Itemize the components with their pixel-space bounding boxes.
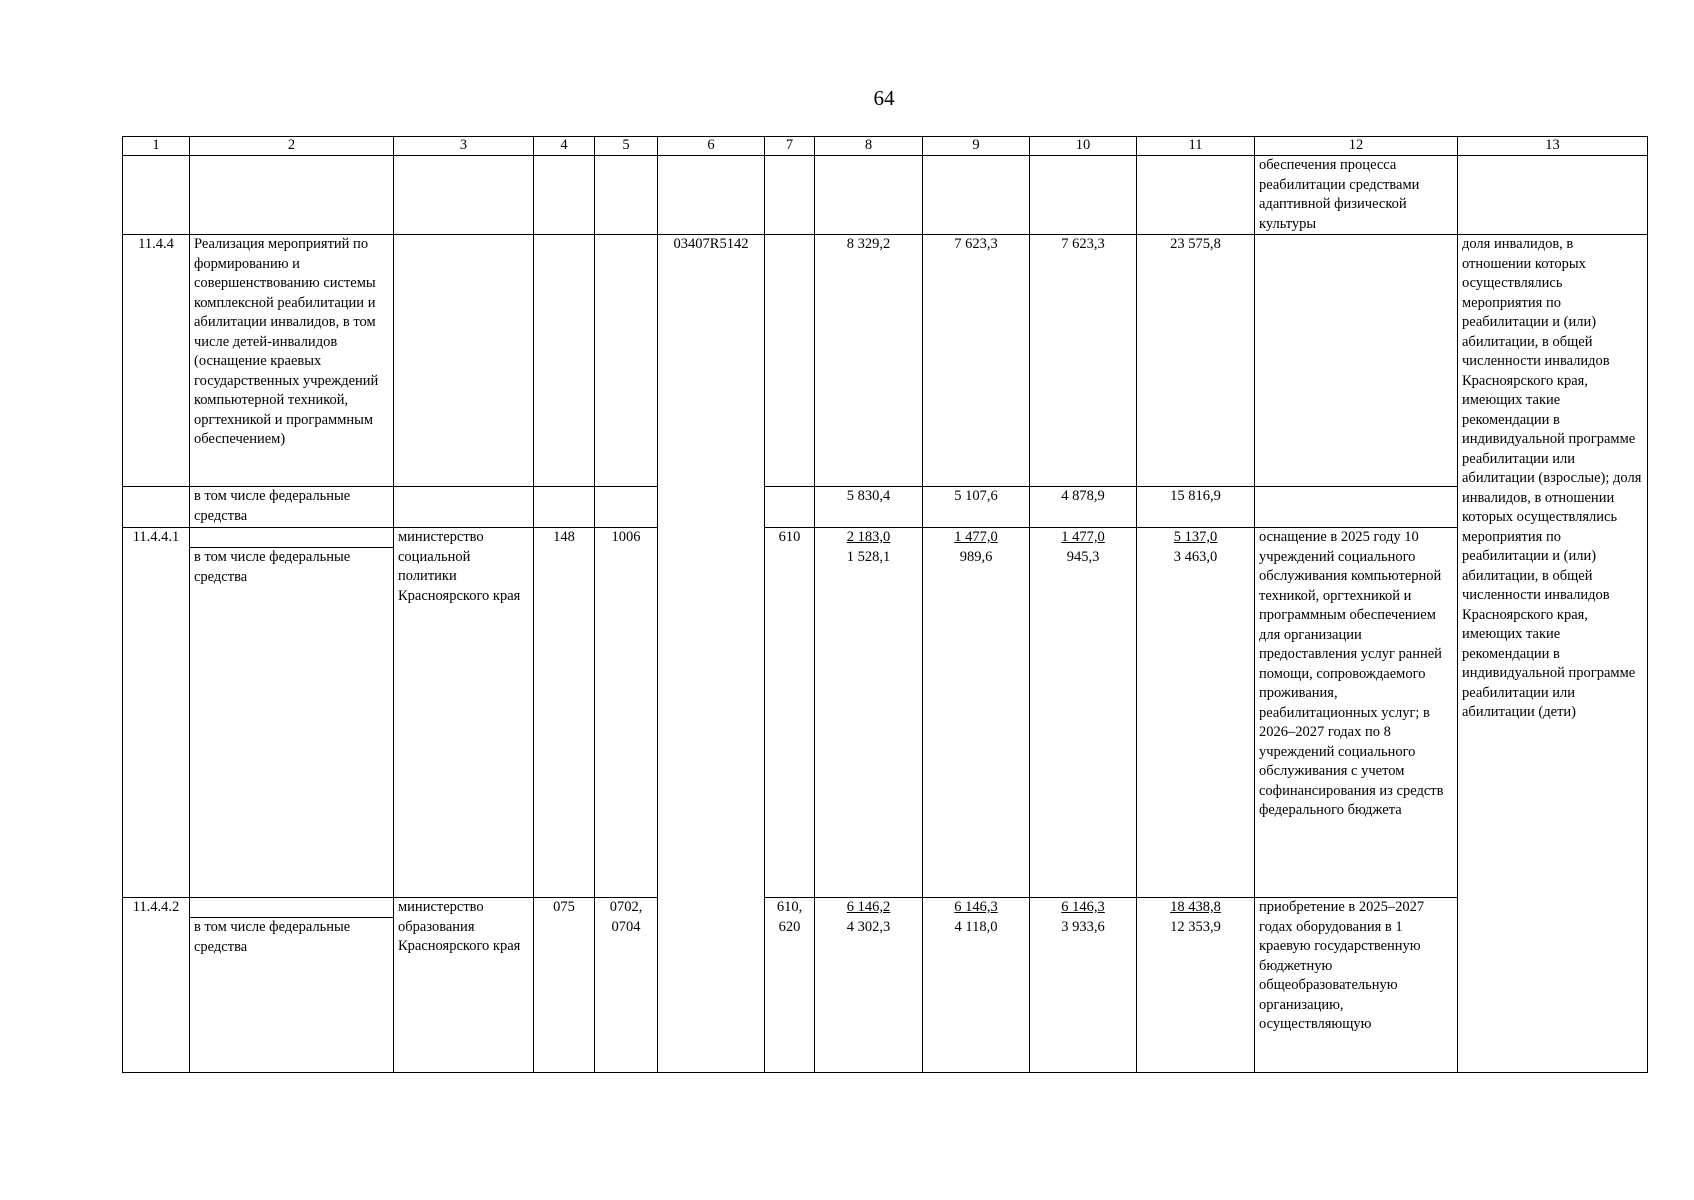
section-code: 1006 <box>595 528 658 898</box>
section-code: 0702, 0704 <box>595 898 658 1073</box>
value-2025: 8 329,2 <box>815 235 923 487</box>
value-2025: 2 183,0 <box>815 528 923 548</box>
expense-type-code: 610, 620 <box>765 898 815 1073</box>
column-number: 13 <box>1458 137 1648 156</box>
column-number: 7 <box>765 137 815 156</box>
federal-funds-label: в том числе федеральные средства <box>190 548 394 898</box>
value-total: 5 137,0 <box>1137 528 1255 548</box>
result-description: оснащение в 2025 году 10 учреждений социального обслуживания компьютерной техникой, оргтехникой и программным обеспечением для организации предоставления услуг ранней помощи, сопровождаемого проживания, реабилитационных услуг; в 2026–2027 годах по 8 учреждений социального обслуживания с учетом софинансирования из средств федерального бюджета <box>1255 528 1458 898</box>
measure-name: Реализация мероприятий по формированию и совершенствованию системы комплексной реабилитации и абилитации инвалидов, в том числе детей-инвалидов (оснащение краевых государственных учреждений компьютерной техникой, оргтехникой и программным обеспечением) <box>190 235 394 487</box>
column-number: 4 <box>534 137 595 156</box>
federal-value-total: 3 463,0 <box>1137 548 1255 898</box>
page-number: 64 <box>873 86 895 110</box>
column-number: 9 <box>923 137 1030 156</box>
grbs-code: 148 <box>534 528 595 898</box>
column-number: 6 <box>658 137 765 156</box>
row-code: 11.4.4 <box>123 235 190 487</box>
value-2026: 7 623,3 <box>923 235 1030 487</box>
target-indicator: доля инвалидов, в отношении которых осуществлялись мероприятия по реабилитации и (или) абилитации, в общей численности инвалидов Красноярского края, имеющих такие рекомендации в индивидуальной программе реабилитации или абилитации (взрослые); доля инвалидов, в отношении которых осуществлялись мероприятия по реабилитации и (или) абилитации, в общей численности инвалидов Красноярского края, имеющих такие рекомендации в индивидуальной программе реабилитации или абилитации (дети) <box>1458 235 1648 1073</box>
federal-funds-label: в том числе федеральные средства <box>190 487 394 528</box>
value-2026: 6 146,3 <box>923 898 1030 918</box>
federal-value-2027: 3 933,6 <box>1030 918 1137 1073</box>
value-2027: 6 146,3 <box>1030 898 1137 918</box>
program-table <box>122 136 1648 1073</box>
column-number: 2 <box>190 137 394 156</box>
result-description: обеспечения процесса реабилитации средствами адаптивной физической культуры <box>1255 156 1458 235</box>
federal-value-2026: 989,6 <box>923 548 1030 898</box>
table-row-continuation <box>123 156 1648 235</box>
federal-value-2025: 4 302,3 <box>815 918 923 1073</box>
table-row-11-4-4 <box>123 235 1648 487</box>
column-number: 5 <box>595 137 658 156</box>
federal-value-2026: 5 107,6 <box>923 487 1030 528</box>
value-2025: 6 146,2 <box>815 898 923 918</box>
column-number: 8 <box>815 137 923 156</box>
executor-name: министерство социальной политики Красноярского края <box>394 528 534 898</box>
column-number: 3 <box>394 137 534 156</box>
federal-value-2025: 1 528,1 <box>815 548 923 898</box>
value-total: 23 575,8 <box>1137 235 1255 487</box>
value-2027: 1 477,0 <box>1030 528 1137 548</box>
federal-value-2026: 4 118,0 <box>923 918 1030 1073</box>
row-code: 11.4.4.2 <box>123 898 190 1073</box>
table-row-11-4-4-2 <box>123 898 1648 918</box>
column-number: 1 <box>123 137 190 156</box>
table-row-11-4-4-federal <box>123 487 1648 528</box>
federal-value-2027: 945,3 <box>1030 548 1137 898</box>
federal-value-2025: 5 830,4 <box>815 487 923 528</box>
federal-funds-label: в том числе федеральные средства <box>190 918 394 1073</box>
value-2027: 7 623,3 <box>1030 235 1137 487</box>
grbs-code: 075 <box>534 898 595 1073</box>
federal-value-2027: 4 878,9 <box>1030 487 1137 528</box>
column-number: 11 <box>1137 137 1255 156</box>
expense-type-code: 610 <box>765 528 815 898</box>
federal-value-total: 15 816,9 <box>1137 487 1255 528</box>
column-number: 12 <box>1255 137 1458 156</box>
row-code: 11.4.4.1 <box>123 528 190 898</box>
result-description: приобретение в 2025–2027 годах оборудования в 1 краевую государственную бюджетную общеобразовательную организацию, осуществляющую <box>1255 898 1458 1073</box>
federal-value-total: 12 353,9 <box>1137 918 1255 1073</box>
value-total: 18 438,8 <box>1137 898 1255 918</box>
target-article-code: 03407R5142 <box>658 235 765 1073</box>
executor-name: министерство образования Красноярского края <box>394 898 534 1073</box>
table-row-11-4-4-1 <box>123 528 1648 548</box>
column-number-row <box>123 137 1648 156</box>
column-number: 10 <box>1030 137 1137 156</box>
value-2026: 1 477,0 <box>923 528 1030 548</box>
